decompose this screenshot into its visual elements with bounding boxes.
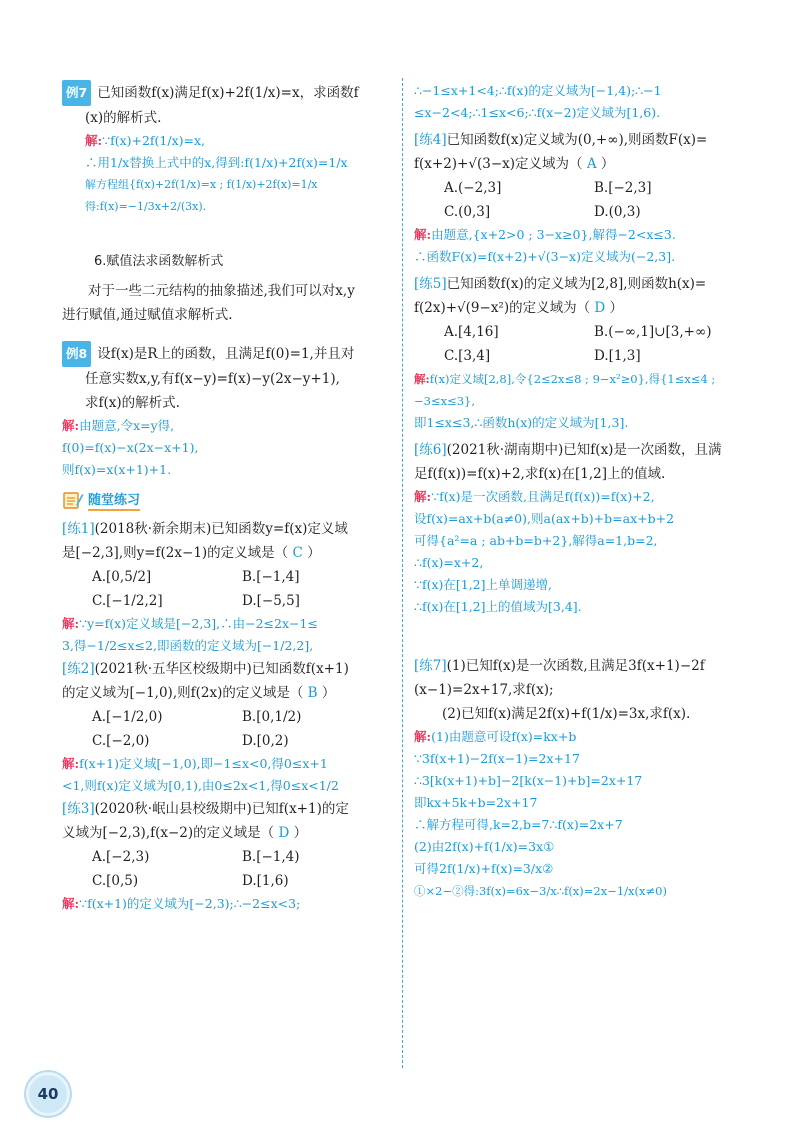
option-d: D.[1,6) (242, 873, 289, 889)
practice-label: [练3] (62, 801, 95, 817)
option-b: B.(−∞,1]∪[3,+∞) (594, 324, 712, 340)
problem-text: (x−1)=2x+17,求f(x); (414, 682, 554, 698)
answer: D (594, 300, 606, 316)
practice-2: [练2](2021秋·五华区校级期中)已知函数f(x+1) 的定义域为[−1,0),则f(2x)的定义域是（ B ） A.[−1/2,0) B.[0,1/2) C.[−2,0) D.[0,2) 解:f(x+1)定义域[−1,0),即−1≤x<0,得0≤x+1 <1,则f(x)定义域为[0,1),由0≤2x<1,得0≤x<1/2 (62, 657, 392, 797)
section-paragraph: 进行赋值,通过赋值求解析式. (62, 307, 233, 323)
problem-text: (2018秋·新余期末)已知函数y=f(x)定义域 (94, 521, 348, 537)
answer: B (307, 685, 318, 701)
practice-7 (414, 654, 744, 902)
solution-line: (2)由2f(x)+f(1/x)=3x① (414, 839, 555, 854)
problem-text: (2021秋·湖南期中)已知f(x)是一次函数，且满 (446, 442, 722, 458)
options (414, 320, 744, 368)
option-a: A.[−2,3) (92, 849, 150, 865)
solution-line: 则f(x)=x(x+1)+1. (62, 462, 172, 477)
solution-line: f(x+1)定义域[−1,0),即−1≤x<0,得0≤x+1 (79, 756, 328, 771)
practice-3: [练3](2020秋·岷山县校级期中)已知f(x+1)的定 义域为[−2,3),f(x−2)的定义域是（ D ） A.[−2,3) B.[−1,4) C.[0,5) D.[1,6) 解:∵f(x+1)的定义域为[−2,3);∴−2≤x<3; (62, 797, 392, 915)
options (62, 565, 392, 613)
solution-line: 即1≤x≤3,∴函数h(x)的定义域为[1,3]. (414, 415, 629, 430)
example-7 (62, 80, 392, 218)
option-c: C.(0,3] (444, 204, 491, 220)
solution-label: 解: (414, 489, 432, 504)
solution-line: 设f(x)=ax+b(a≠0),则a(ax+b)+b=ax+b+2 (414, 511, 675, 526)
solution-line: ∴f(x)在[1,2]上的值域为[3,4]. (414, 599, 582, 614)
problem-text: f(2x)+√(9−x²)的定义域为（ (414, 300, 595, 316)
page-number: 40 (26, 1072, 70, 1116)
option-a: A.[4,16] (444, 324, 499, 340)
problem-text: 足f(f(x))=f(x)+2,求f(x)在[1,2]上的值域. (414, 466, 666, 482)
practice-label: [练7] (414, 658, 447, 674)
problem-text: 的定义域为[−1,0),则f(2x)的定义域是（ (62, 685, 308, 701)
option-d: D.[−5,5] (242, 593, 300, 609)
solution-label: 解: (62, 616, 80, 631)
solution-line: ≤x−2<4;∴1≤x<6;∴f(x−2)定义域为[1,6). (414, 105, 661, 120)
solution-line: ∴−1≤x+1<4;∴f(x)的定义域为[−1,4);∴−1 (414, 83, 662, 98)
right-column (414, 80, 744, 902)
solution-line: (1)由题意可设f(x)=kx+b (431, 729, 577, 744)
solution-line: 由题意,{x+2>0 ; 3−x≥0},解得−2<x≤3. (431, 227, 676, 242)
solution-line: 解方程组{f(x)+2f(1/x)=x ; f(1/x)+2f(x)=1/x 得:f(x)=−1/3x+2/(3x). (85, 178, 318, 213)
options (62, 705, 392, 753)
solution-label: 解: (62, 896, 80, 911)
notepad-icon (62, 490, 84, 510)
solution-line: 可得2f(1/x)+f(x)=3/x② (414, 861, 554, 876)
option-c: C.[−1/2,2] (92, 593, 163, 609)
solution-line: ∴3[k(x+1)+b]−2[k(x−1)+b]=2x+17 (414, 773, 643, 788)
practice-5: [练5]已知函数f(x)的定义域为[2,8],则函数h(x)= f(2x)+√(9−x²)的定义域为（ D ） A.[4,16] B.(−∞,1]∪[3,+∞) C.[3,4] D.[1,3] 解:f(x)定义域[2,8],令{2≤2x≤8 ; 9−x²≥0},得{1≤x≤4 ; −3≤x≤3}, 即1≤x≤3,∴函数h(x)的定义域为[1,3]. (414, 272, 744, 434)
problem-text: 设f(x)是R上的函数，且满足f(0)=1,并且对 (97, 346, 355, 362)
practice-1: [练1](2018秋·新余期末)已知函数y=f(x)定义域 是[−2,3],则y=f(2x−1)的定义域是（ C ） A.[0,5/2] B.[−1,4] C.[−1/2,2] D.[−5,5] 解:∵y=f(x)定义域是[−2,3],∴由−2≤2x−1≤ 3,得−1/2≤x≤2,即函数的定义域为[−1/2,2], (62, 517, 392, 657)
option-d: D.[1,3] (594, 348, 641, 364)
practice-label: [练4] (414, 132, 447, 148)
problem-text: (2)已知f(x)满足2f(x)+f(1/x)=3x,求f(x). (442, 706, 691, 722)
practice-4: [练4]已知函数f(x)定义域为(0,+∞),则函数F(x)= f(x+2)+√(3−x)定义域为（ A ） A.(−2,3] B.[−2,3] C.(0,3] D.(0,3) 解:由题意,{x+2>0 ; 3−x≥0},解得−2<x≤3. ∴函数F(x)=f(x+2)+√(3−x)定义域为(−2,3]. (414, 128, 744, 268)
problem-text: 已知函数f(x)满足f(x)+2f(1/x)=x，求函数f (97, 85, 359, 101)
answer: C (292, 545, 303, 561)
solution-label: 解: (85, 133, 103, 148)
section-6 (62, 250, 392, 327)
solution-line: ∴函数F(x)=f(x+2)+√(3−x)定义域为(−2,3]. (414, 249, 676, 264)
solution-line: ∵f(x)是一次函数,且满足f(f(x))=f(x)+2, (431, 489, 655, 504)
option-c: C.[0,5) (92, 873, 139, 889)
options (62, 845, 392, 893)
section-title: 6.赋值法求函数解析式 (94, 254, 224, 269)
answer: A (586, 156, 597, 172)
practice-header (62, 489, 392, 511)
column-divider (402, 78, 403, 1068)
solution-line: f(x)定义域[2,8],令{2≤2x≤8 ; 9−x²≥0},得{1≤x≤4 ; −3≤x≤3}, (414, 372, 716, 408)
solution-line: ∴解方程可得,k=2,b=7∴f(x)=2x+7 (414, 817, 623, 832)
option-a: A.[0,5/2] (92, 569, 152, 585)
problem-text: 是[−2,3],则y=f(2x−1)的定义域是（ (62, 545, 293, 561)
problem-text: 已知函数f(x)定义域为(0,+∞),则函数F(x)= (446, 132, 708, 148)
solution-line: 3,得−1/2≤x≤2,即函数的定义域为[−1/2,2], (62, 638, 314, 653)
solution-label: 解: (62, 756, 80, 771)
practice-title: 随堂练习 (88, 489, 140, 511)
solution-line: ①×2−②得:3f(x)=6x−3/x∴f(x)=2x−1/x(x≠0) (414, 884, 667, 898)
problem-text: 求f(x)的解析式. (85, 395, 180, 411)
solution-label: 解: (414, 227, 432, 242)
solution-line: f(0)=f(x)−x(2x−x+1), (62, 440, 199, 455)
left-column (62, 80, 392, 915)
solution-line: ∴用1/x替换上式中的x,得到:f(1/x)+2f(x)=1/x (85, 155, 348, 170)
solution-line: 可得{a²=a ; ab+b=b+2},解得a=1,b=2, (414, 533, 658, 548)
option-b: B.[−1,4] (242, 569, 300, 585)
problem-text: (2021秋·五华区校级期中)已知函数f(x+1) (94, 661, 349, 677)
practice-label: [练6] (414, 442, 447, 458)
section-paragraph: 对于一些二元结构的抽象描述,我们可以对x,y (88, 283, 355, 299)
solution-line: ∵f(x+1)的定义域为[−2,3);∴−2≤x<3; (79, 896, 301, 911)
option-d: D.(0,3) (594, 204, 641, 220)
practice-6 (414, 438, 744, 618)
example-8 (62, 341, 392, 481)
option-c: C.[3,4] (444, 348, 491, 364)
option-b: B.[−2,3] (594, 180, 652, 196)
problem-text: (1)已知f(x)是一次函数,且满足3f(x+1)−2f (446, 658, 705, 674)
practice-label: [练2] (62, 661, 95, 677)
option-a: A.[−1/2,0) (92, 709, 163, 725)
example-label: 例8 (62, 341, 91, 367)
solution-line: ∴f(x)=x+2, (414, 555, 484, 570)
problem-text: (2020秋·岷山县校级期中)已知f(x+1)的定 (94, 801, 349, 817)
practice-3-continued (414, 80, 744, 124)
option-b: B.[0,1/2) (242, 709, 302, 725)
option-b: B.[−1,4) (242, 849, 300, 865)
answer: D (278, 825, 290, 841)
solution-line: ∵f(x)在[1,2]上单调递增, (414, 577, 552, 592)
problem-text: 已知函数f(x)的定义域为[2,8],则函数h(x)= (446, 276, 707, 292)
problem-text: (x)的解析式. (85, 110, 162, 126)
option-a: A.(−2,3] (444, 180, 502, 196)
solution-line: ∵3f(x+1)−2f(x−1)=2x+17 (414, 751, 580, 766)
solution-line: 由题意,令x=y得, (79, 418, 175, 433)
solution-line: ∵y=f(x)定义域是[−2,3],∴由−2≤2x−1≤ (79, 616, 318, 631)
practice-label: [练5] (414, 276, 447, 292)
solution-label: 解: (414, 372, 430, 386)
example-label: 例7 (62, 80, 91, 106)
option-d: D.[0,2) (242, 733, 289, 749)
solution-line: <1,则f(x)定义域为[0,1),由0≤2x<1,得0≤x<1/2 (62, 778, 339, 793)
problem-text: 任意实数x,y,有f(x−y)=f(x)−y(2x−y+1), (85, 371, 340, 387)
options (414, 176, 744, 224)
solution-label: 解: (414, 729, 432, 744)
solution-line: 即kx+5k+b=2x+17 (414, 795, 538, 810)
solution-label: 解: (62, 418, 80, 433)
practice-label: [练1] (62, 521, 95, 537)
option-c: C.[−2,0) (92, 733, 150, 749)
problem-text: f(x+2)+√(3−x)定义域为（ (414, 156, 587, 172)
solution-line: ∵f(x)+2f(1/x)=x, (102, 133, 206, 148)
problem-text: 义域为[−2,3),f(x−2)的定义域是（ (62, 825, 279, 841)
